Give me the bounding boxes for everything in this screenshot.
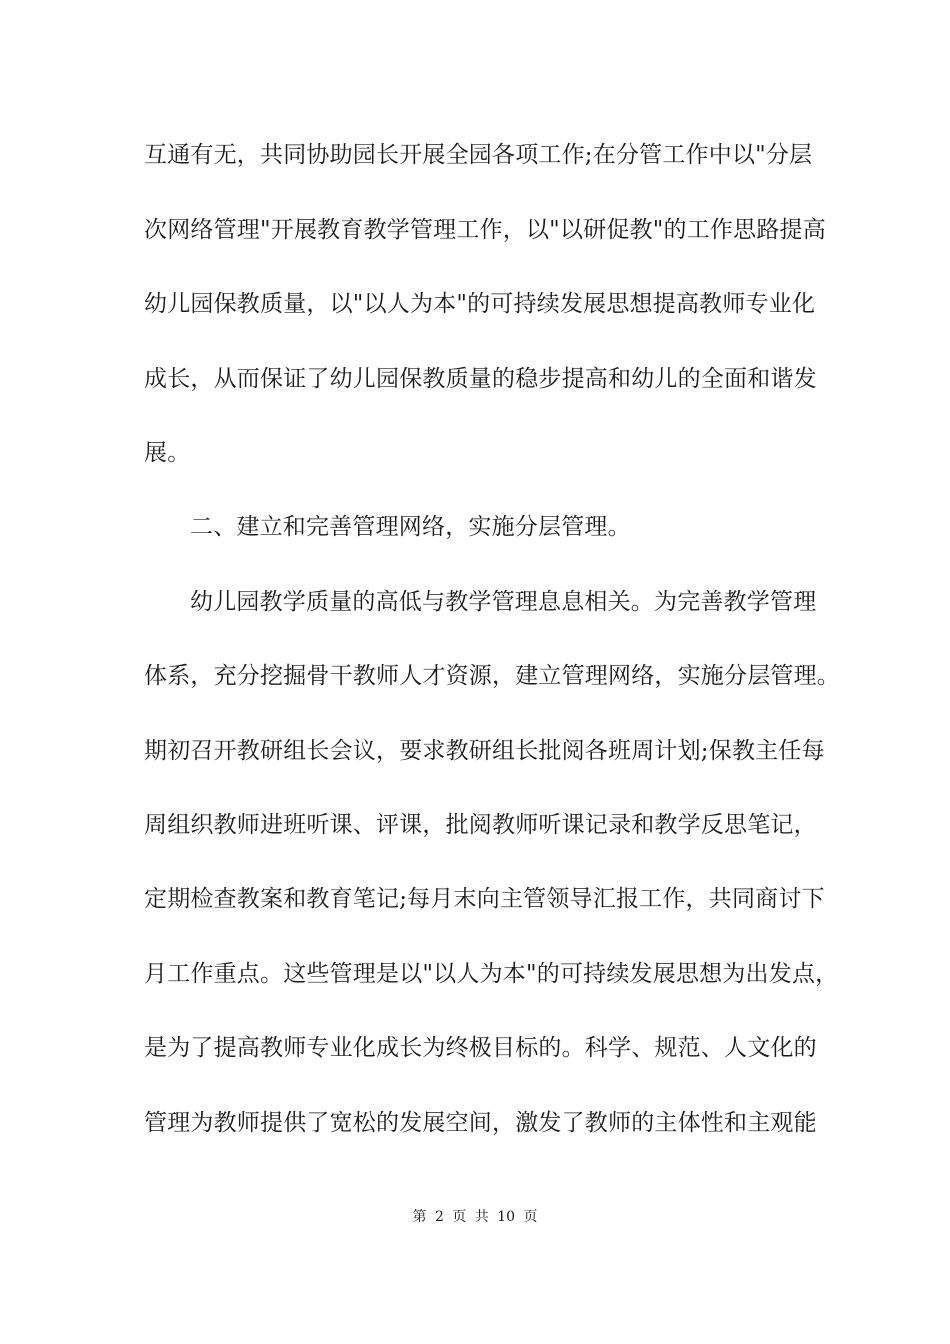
text-line: 幼儿园教学质量的高低与教学管理息息相关。为完善教学管理 bbox=[190, 589, 817, 615]
text-line: 是为了提高教师专业化成长为终极目标的。科学、规范、人文化的 bbox=[144, 1035, 817, 1061]
text-line: 体系，充分挖掘骨干教师人才资源，建立管理网络，实施分层管理。 bbox=[144, 663, 840, 689]
text-line: 期初召开教研组长会议，要求教研组长批阅各班周计划;保教主任每 bbox=[144, 738, 825, 764]
page-number-footer: 第 2 页 共 10 页 bbox=[412, 1209, 538, 1225]
text-line: 成长，从而保证了幼儿园保教质量的稳步提高和幼儿的全面和谐发 bbox=[144, 366, 817, 392]
text-line: 定期检查教案和教育笔记;每月末向主管领导汇报工作，共同商讨下 bbox=[144, 886, 825, 912]
section-heading: 二、建立和完善管理网络，实施分层管理。 bbox=[190, 514, 631, 540]
text-line: 展。 bbox=[144, 440, 191, 466]
text-line: 互通有无，共同协助园长开展全园各项工作;在分管工作中以"分层 bbox=[144, 142, 813, 168]
text-line: 月工作重点。这些管理是以"以人为本"的可持续发展思想为出发点， bbox=[144, 961, 839, 987]
text-line: 管理为教师提供了宽松的发展空间，激发了教师的主体性和主观能 bbox=[144, 1110, 817, 1136]
text-line: 次网络管理"开展教育教学管理工作，以"以研促教"的工作思路提高 bbox=[144, 217, 826, 243]
text-line: 幼儿园保教质量，以"以人为本"的可持续发展思想提高教师专业化 bbox=[144, 291, 816, 317]
text-line: 周组织教师进班听课、评课，批阅教师听课记录和教学反思笔记， bbox=[144, 812, 817, 838]
